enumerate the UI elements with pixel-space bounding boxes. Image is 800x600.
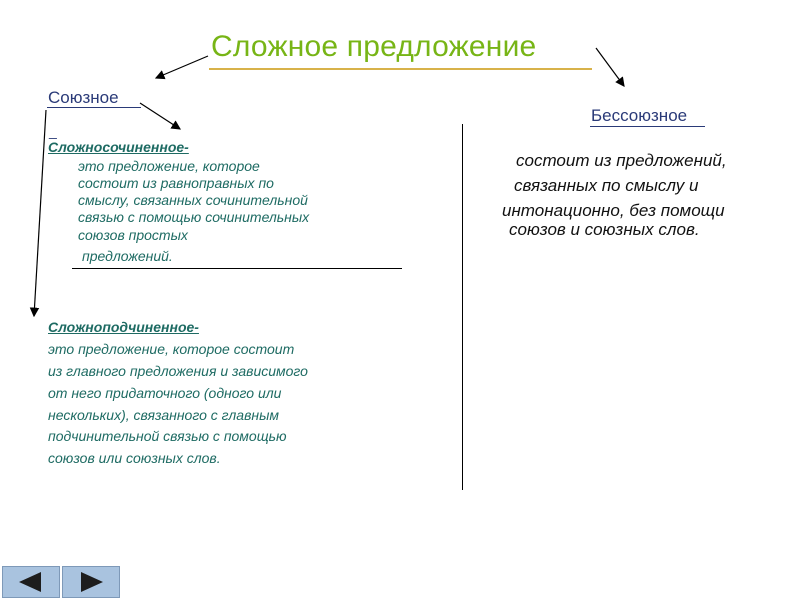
term-compound (48, 139, 189, 155)
dash-mark: _ (49, 123, 57, 139)
definition-line: состоит из предложений, (516, 151, 727, 170)
branch-label-conjunctive: Союзное (48, 88, 119, 107)
arrow-title-to-right (596, 48, 624, 86)
definition-line: подчинительной связью с помощью (48, 428, 287, 444)
branch-label-asyndetic: Бессоюзное (591, 106, 688, 125)
definition-line: нескольких), связанного с главным (48, 407, 279, 423)
definition-line: состоит из равноправных по (78, 175, 274, 191)
definition-line: это предложение, которое состоит (48, 341, 295, 357)
branch-underline-right (590, 126, 705, 127)
vertical-divider (462, 124, 463, 490)
definition-line: союзов или союзных слов. (48, 450, 221, 466)
definition-line: от него придаточного (одного или (48, 385, 282, 401)
arrow-left-to-compound (140, 103, 180, 129)
term-complex-label: Сложноподчиненное- (48, 319, 199, 335)
forward-button[interactable] (62, 566, 120, 598)
term-complex (48, 319, 199, 335)
triangle-left-icon (3, 567, 59, 597)
arrow-title-to-left (156, 56, 208, 78)
definition-line: предложений. (82, 248, 173, 264)
definition-line: союзов простых (78, 227, 188, 243)
definition-line: это предложение, которое (78, 158, 260, 174)
page-title: Сложное предложение (211, 30, 537, 63)
arrow-left-to-complex (34, 110, 46, 316)
definition-line: интонационно, без помощи (502, 201, 725, 220)
branch-underline-left (47, 107, 141, 108)
title-underline (209, 68, 592, 70)
definition-line: смыслу, связанных сочинительной (78, 192, 308, 208)
term-compound-label: Сложносочиненное- (48, 139, 189, 155)
definition-line: связанных по смыслу и (514, 176, 699, 195)
definition-line: связью с помощью сочинительных (78, 209, 310, 225)
definition-line: союзов и союзных слов. (509, 220, 700, 239)
triangle-right-icon (63, 567, 119, 597)
horizontal-divider (72, 268, 402, 269)
definition-line: из главного предложения и зависимого (48, 363, 308, 379)
back-button[interactable] (2, 566, 60, 598)
